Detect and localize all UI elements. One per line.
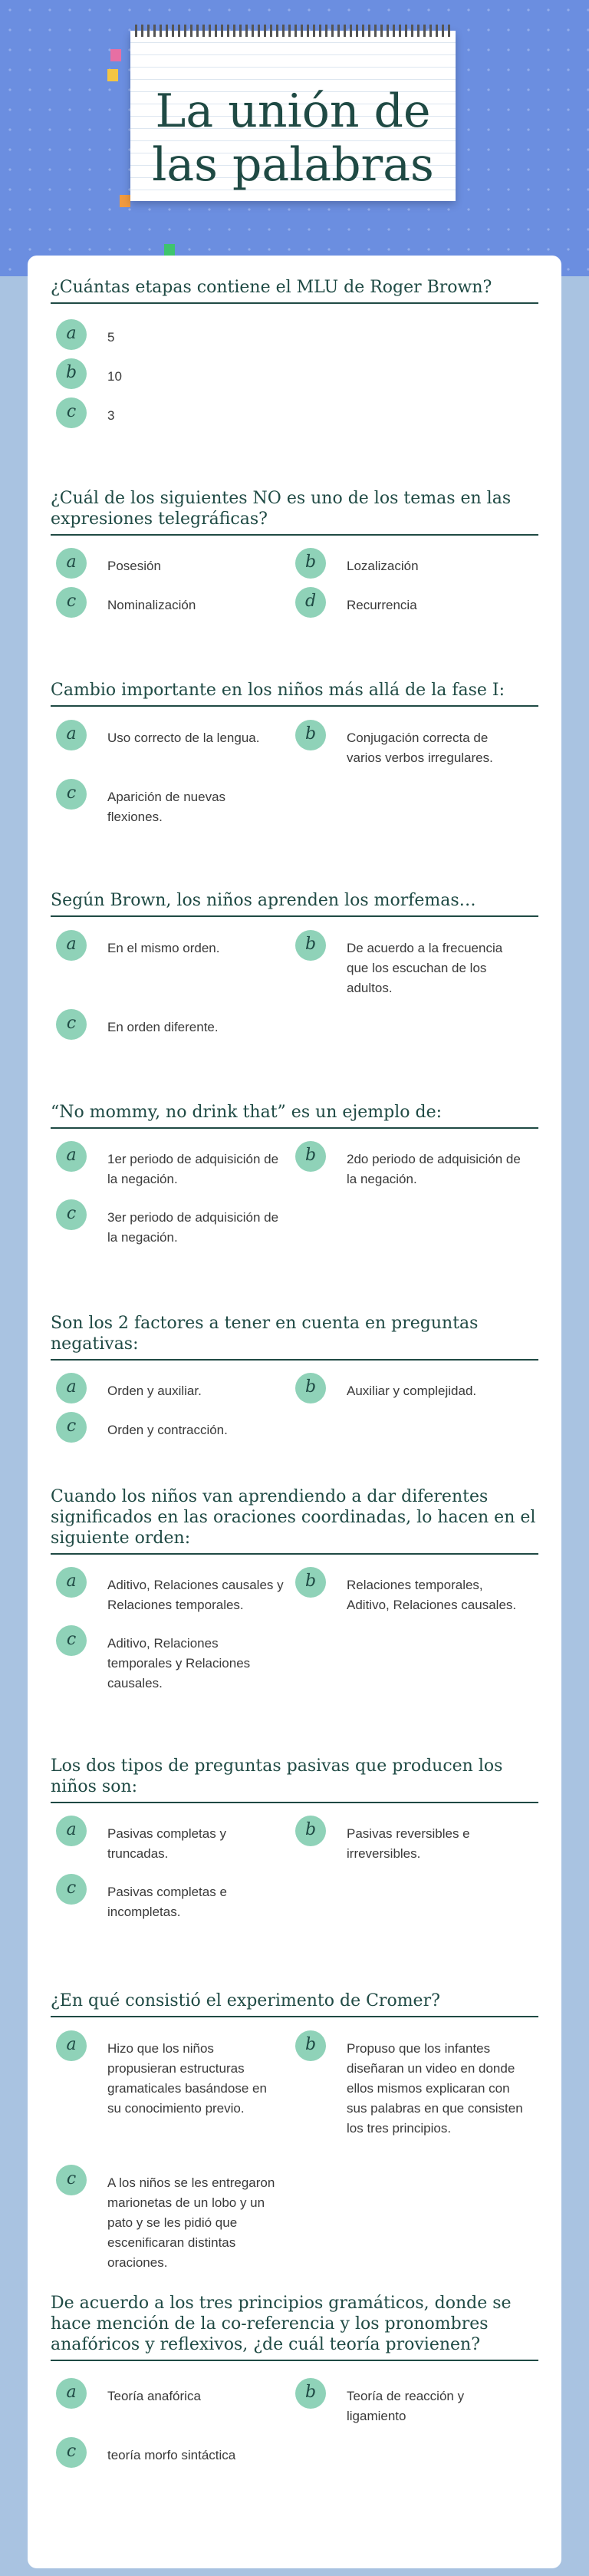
option-letter-badge: b xyxy=(56,358,87,389)
option-letter-badge: a xyxy=(56,1373,87,1403)
option-text: Pasivas completas y truncadas. xyxy=(107,1826,226,1861)
option-text: Lozalización xyxy=(347,559,419,573)
option-letter-badge: a xyxy=(56,1567,87,1598)
question xyxy=(51,1991,538,2270)
option-text: 2do periodo de adquisición de la negación. xyxy=(347,1152,521,1186)
option-letter-badge: c xyxy=(56,1009,87,1040)
bookmark-tab xyxy=(164,244,175,256)
question-title: Los dos tipos de preguntas pasivas que producen los niños son: xyxy=(51,1756,538,1803)
question xyxy=(51,1756,538,1919)
option-letter-badge: a xyxy=(56,2378,87,2409)
option-text: Aditivo, Relaciones causales y Relaciones temporales. xyxy=(107,1578,284,1612)
question xyxy=(51,890,538,1034)
question-title: ¿Cuál de los siguientes NO es uno de los temas en las expresiones telegráficas? xyxy=(51,488,538,536)
option-letter-badge: c xyxy=(56,587,87,618)
option-text: teoría morfo sintáctica xyxy=(107,2448,236,2462)
option-text: 1er periodo de adquisición de la negación. xyxy=(107,1152,279,1186)
question xyxy=(51,680,538,824)
option-letter-badge: b xyxy=(295,1141,326,1172)
question xyxy=(51,1102,538,1245)
bookmark-tab xyxy=(107,69,118,81)
option-letter-badge: a xyxy=(56,1816,87,1846)
option-text: Recurrencia xyxy=(347,598,417,612)
question-title: “No mommy, no drink that” es un ejemplo de: xyxy=(51,1102,538,1129)
option-letter-badge: b xyxy=(295,2378,326,2409)
option-text: Relaciones temporales, Aditivo, Relaciones causales. xyxy=(347,1578,517,1612)
question xyxy=(51,277,538,423)
option-letter-badge: c xyxy=(56,1199,87,1230)
question xyxy=(51,488,538,612)
option-text: Orden y auxiliar. xyxy=(107,1384,202,1398)
option-letter-badge: a xyxy=(56,319,87,350)
question-title: Son los 2 factores a tener en cuenta en preguntas negativas: xyxy=(51,1313,538,1361)
question-title: ¿Cuántas etapas contiene el MLU de Roger Brown? xyxy=(51,277,538,304)
question xyxy=(51,2293,538,2462)
option-text: En orden diferente. xyxy=(107,1020,219,1034)
question-title: De acuerdo a los tres principios gramáticos, donde se hace mención de la co-referencia y los pronombres anafóricos y reflexivos, ¿de cuál teoría provienen? xyxy=(51,2293,538,2361)
question xyxy=(51,1486,538,1690)
option-text: En el mismo orden. xyxy=(107,941,220,955)
option-text: Aditivo, Relaciones temporales y Relaciones causales. xyxy=(107,1636,251,1690)
option-letter-badge: a xyxy=(56,720,87,750)
option-letter-badge: b xyxy=(295,1373,326,1403)
option-letter-badge: b xyxy=(295,1567,326,1598)
option-text: Propuso que los infantes diseñaran un video en donde ellos mismos explicaran con sus palabras en que consisten los tres principios. xyxy=(347,2041,523,2136)
option-text: Hizo que los niños propusieran estructuras gramaticales basándose en su conocimiento previo. xyxy=(107,2041,267,2116)
option-letter-badge: b xyxy=(295,2030,326,2061)
option-letter-badge: c xyxy=(56,1874,87,1905)
header-banner xyxy=(0,0,589,276)
option-letter-badge: a xyxy=(56,930,87,961)
option-text: A los niños se les entregaron marionetas de un lobo y un pato y se les pidió que escenificaran distintas oraciones. xyxy=(107,2175,275,2270)
option-text: Teoría anafórica xyxy=(107,2389,201,2403)
option-letter-badge: b xyxy=(295,930,326,961)
spiral-binding xyxy=(135,25,451,37)
page-title: La unión de las palabras xyxy=(152,84,434,192)
option-letter-badge: c xyxy=(56,2437,87,2468)
option-text: Orden y contracción. xyxy=(107,1423,228,1437)
option-text: Uso correcto de la lengua. xyxy=(107,731,260,745)
option-letter-badge: c xyxy=(56,2165,87,2195)
question-title: Cuando los niños van aprendiendo a dar diferentes significados en las oraciones coordinadas, lo hacen en el siguiente orden: xyxy=(51,1486,538,1555)
option-letter-badge: d xyxy=(295,587,326,618)
bookmark-tab xyxy=(110,49,121,61)
option-letter-badge: a xyxy=(56,548,87,579)
option-letter-badge: c xyxy=(56,1625,87,1656)
quiz-card xyxy=(28,256,561,2568)
option-text: Posesión xyxy=(107,559,161,573)
option-letter-badge: a xyxy=(56,1141,87,1172)
question-title: Según Brown, los niños aprenden los morfemas… xyxy=(51,890,538,917)
option-letter-badge: a xyxy=(56,2030,87,2061)
option-letter-badge: b xyxy=(295,720,326,750)
option-text: 3er periodo de adquisición de la negación. xyxy=(107,1210,279,1245)
option-text: Aparición de nuevas flexiones. xyxy=(107,790,226,824)
option-text: Nominalización xyxy=(107,598,196,612)
option-text: Conjugación correcta de varios verbos irregulares. xyxy=(347,731,493,765)
option-letter-badge: c xyxy=(56,1412,87,1443)
option-letter-badge: b xyxy=(295,1816,326,1846)
option-letter-badge: b xyxy=(295,548,326,579)
question-title: Cambio importante en los niños más allá de la fase I: xyxy=(51,680,538,707)
option-letter-badge: c xyxy=(56,397,87,428)
title-notepad xyxy=(130,31,456,201)
option-text: Pasivas completas e incompletas. xyxy=(107,1885,227,1919)
option-letter-badge: c xyxy=(56,779,87,810)
option-text: Pasivas reversibles e irreversibles. xyxy=(347,1826,470,1861)
question-title: ¿En qué consistió el experimento de Cromer? xyxy=(51,1991,538,2017)
bookmark-tab xyxy=(120,195,130,207)
option-text: 3 xyxy=(107,408,115,423)
option-text: 10 xyxy=(107,369,122,384)
option-text: Teoría de reacción y ligamiento xyxy=(347,2389,465,2423)
option-text: De acuerdo a la frecuencia que los escuchan de los adultos. xyxy=(347,941,503,995)
question xyxy=(51,1313,538,1437)
option-text: Auxiliar y complejidad. xyxy=(347,1384,477,1398)
option-text: 5 xyxy=(107,330,115,345)
